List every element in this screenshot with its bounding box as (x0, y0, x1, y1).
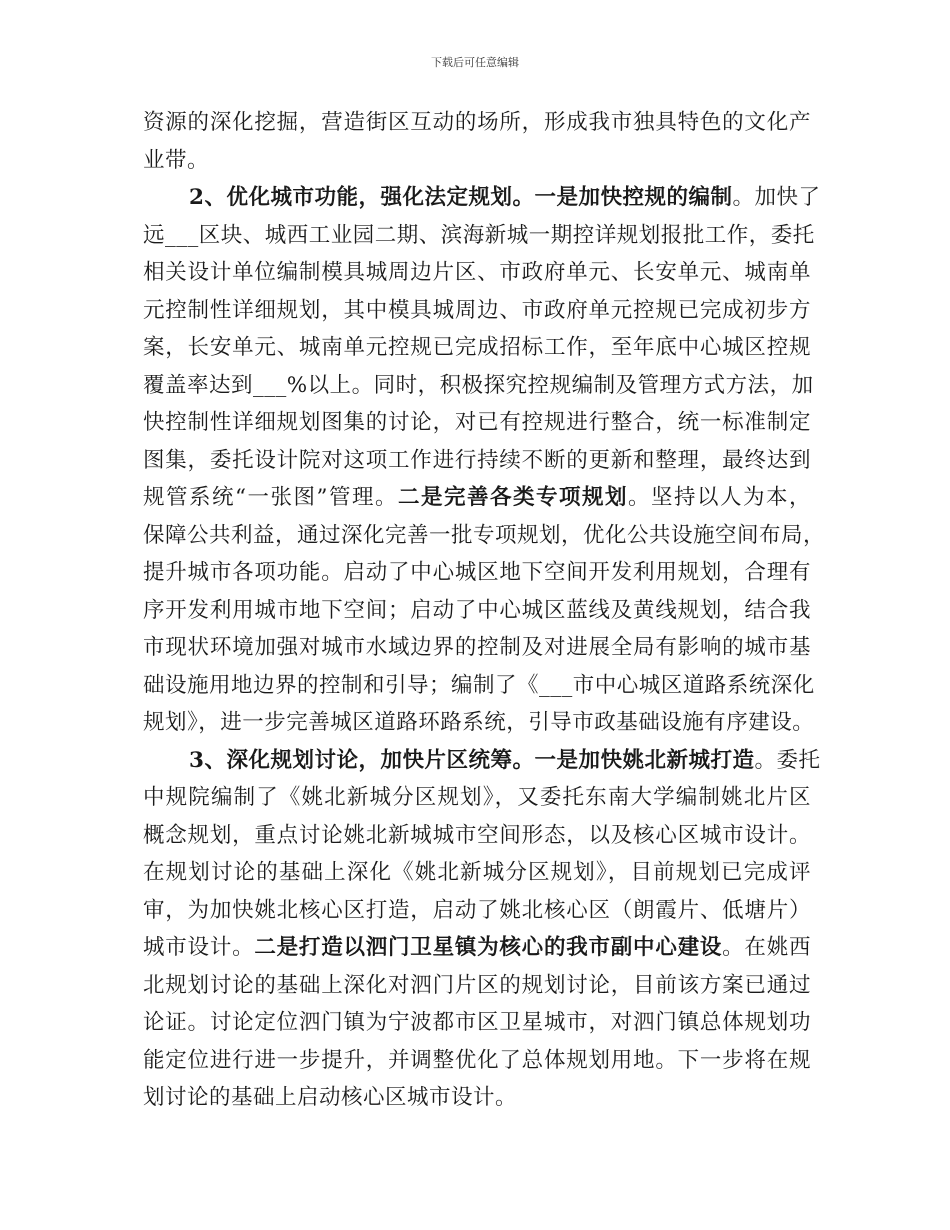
text-line (143, 254, 811, 292)
text-line (143, 179, 821, 217)
bold-text-segment: 二是打造以泗门卫星镇为核心的我市副中心建设 (254, 935, 723, 960)
text-line (143, 592, 811, 630)
text-line (143, 479, 811, 517)
text-segment: 划讨论的基础上启动核心区城市设计。 (143, 1085, 518, 1110)
text-segment: 审，为加快姚北核心区打造，启动了姚北核心区（朗霞片、低塘片） (143, 897, 811, 923)
text-segment: 远___区块、城西工业园二期、滨海新城一期控详规划报批工作，委托 (143, 222, 815, 248)
text-line (143, 779, 811, 817)
text-line (143, 704, 815, 742)
text-segment: 提升城市各项功能。启动了中心城区地下空间开发利用规划，合理有 (143, 560, 811, 585)
text-segment: 规管系统“一张图”管理。 (143, 485, 398, 510)
text-line (143, 329, 811, 367)
text-segment: 。在姚西 (722, 935, 811, 960)
text-segment: 北规划讨论的基础上深化对泗门片区的规划讨论，目前该方案已通过 (143, 972, 811, 998)
text-line (143, 292, 811, 330)
text-segment: 业带。 (143, 147, 210, 173)
page-header: 下载后可任意编辑 (431, 56, 519, 69)
text-segment: 序开发利用城市地下空间；启动了中心城区蓝线及黄线规划，结合我 (143, 597, 811, 623)
text-line (143, 554, 811, 592)
text-segment: 保障公共利益，通过深化完善一批专项规划，优化公共设施空间布局， (143, 522, 826, 548)
text-segment: 在规划讨论的基础上深化《姚北新城分区规划》，目前规划已完成评 (143, 860, 811, 885)
text-line (143, 854, 811, 892)
text-segment: 资源的深化挖掘，营造街区互动的场所，形成我市独具特色的文化产 (143, 110, 811, 135)
text-line (143, 367, 814, 405)
text-segment: 图集，委托设计院对这项工作进行持续不断的更新和整理，最终达到 (143, 447, 811, 473)
text-segment: 规划》，进一步完善城区道路环路系统，引导市政基础设施有序建设。 (143, 710, 815, 735)
text-line (143, 517, 826, 555)
text-segment: 论证。讨论定位泗门镇为宁波都市区卫星城市，对泗门镇总体规划功 (143, 1010, 811, 1035)
text-line (143, 442, 811, 480)
text-segment: 城市设计。 (143, 935, 255, 960)
text-segment: 。坚持以人为本， (627, 485, 811, 510)
text-line (143, 629, 811, 667)
text-line (143, 142, 811, 180)
text-segment: 市现状环境加强对城市水域边界的控制及对进展全局有影响的城市基 (143, 635, 811, 660)
text-segment: 快控制性详细规划图集的讨论，对已有控规进行整合，统一标准制定 (143, 410, 811, 435)
text-line (143, 967, 811, 1005)
text-segment: 案，长安单元、城南单元控规已完成招标工作，至年底中心城区控规 (143, 335, 811, 360)
text-line (143, 1004, 811, 1042)
bold-text-segment: 2、优化城市功能，强化法定规划。一是加快控规的编制 (189, 185, 733, 210)
text-segment: 。加快了 (732, 185, 821, 210)
text-segment: 相关设计单位编制模具城周边片区、市政府单元、长安单元、城南单 (143, 260, 811, 285)
text-segment: 概念规划，重点讨论姚北新城城市空间形态，以及核心区城市设计。 (143, 822, 811, 848)
text-line (143, 742, 821, 780)
bold-text-segment: 3、深化规划讨论，加快片区统筹。一是加快姚北新城打造 (189, 747, 755, 773)
document-body (143, 104, 826, 1117)
text-segment: 。委托 (754, 747, 821, 773)
text-segment: 元控制性详细规划，其中模具城周边、市政府单元控规已完成初步方 (143, 297, 811, 323)
bold-text-segment: 二是完善各类专项规划 (397, 485, 628, 510)
text-segment: 础设施用地边界的控制和引导；编制了《___市中心城区道路系统深化 (143, 672, 815, 698)
text-line (143, 929, 811, 967)
text-line (143, 667, 815, 705)
text-line (143, 817, 811, 855)
text-line (143, 892, 811, 930)
text-line (143, 104, 811, 142)
text-line (143, 1042, 811, 1080)
text-line (143, 404, 811, 442)
text-segment: 能定位进行进一步提升，并调整优化了总体规划用地。下一步将在规 (143, 1047, 811, 1073)
text-line (143, 1079, 811, 1117)
text-segment: 中规院编制了《姚北新城分区规划》，又委托东南大学编制姚北片区 (143, 785, 811, 810)
text-line (143, 217, 815, 255)
text-segment: 覆盖率达到___%以上。同时，积极探究控规编制及管理方式方法，加 (143, 372, 814, 398)
